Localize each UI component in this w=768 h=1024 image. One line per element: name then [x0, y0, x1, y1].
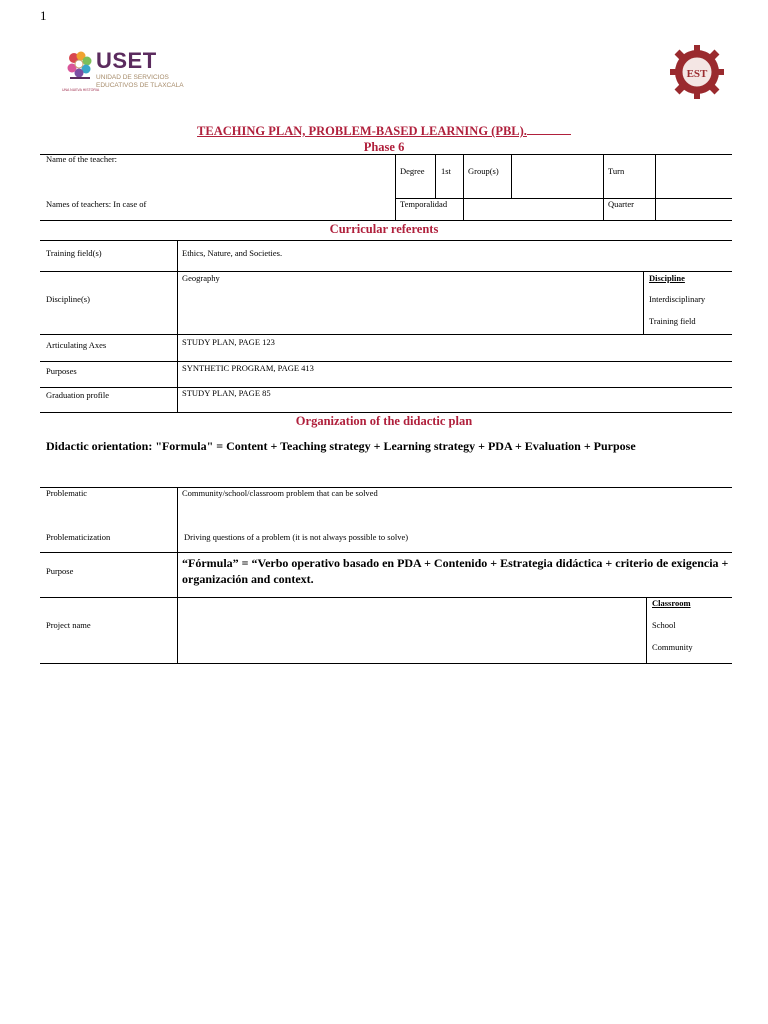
- svg-text:EST: EST: [686, 68, 708, 80]
- organization-heading: Organization of the didactic plan: [295, 414, 473, 428]
- purpose-formula: “Fórmula” = “Verbo operativo basado en PDA + Contenido + Estrategia didáctica + criterio de exigencia + organización and context.: [182, 556, 729, 586]
- discipline-value: Geography: [182, 273, 220, 283]
- page-title: TEACHING PLAN, PROBLEM-BASED LEARNING (PBL).: [0, 124, 768, 139]
- temporalidad-label: Temporalidad: [400, 199, 448, 209]
- purposes-value: SYNTHETIC PROGRAM, PAGE 413: [182, 363, 314, 373]
- training-field-value: Ethics, Nature, and Societies.: [182, 248, 283, 258]
- project-name-label: Project name: [46, 620, 91, 630]
- turn-label: Turn: [608, 166, 625, 176]
- problematic-value: Community/school/classroom problem that can be solved: [182, 488, 378, 498]
- page-number: 1: [40, 8, 47, 23]
- graduation-profile-value: STUDY PLAN, PAGE 85: [182, 388, 271, 398]
- project-option-school: School: [652, 620, 676, 630]
- phase-heading: Phase 6: [363, 140, 405, 154]
- teacher-name-label: Name of the teacher:: [46, 154, 118, 164]
- degree-label: Degree: [400, 166, 425, 176]
- problematicization-label: Problematicization: [46, 532, 111, 542]
- uset-logo-subtitle: UNIDAD DE SERVICIOS EDUCATIVOS DE TLAXCALA: [96, 74, 184, 89]
- purposes-label: Purposes: [46, 366, 77, 376]
- graduation-profile-label: Graduation profile: [46, 390, 110, 400]
- uset-logo-name: USET: [96, 48, 157, 73]
- degree-value: 1st: [441, 166, 451, 176]
- groups-label: Group(s): [468, 166, 499, 176]
- teachers-names-label: Names of teachers: In case of: [46, 199, 147, 209]
- axes-value: STUDY PLAN, PAGE 123: [182, 337, 275, 347]
- didactic-orientation: Didactic orientation: "Formula" = Content + Teaching strategy + Learning strategy + PDA + Evaluation + Purpose: [46, 439, 636, 453]
- project-option-community: Community: [652, 642, 693, 652]
- quarter-label: Quarter: [608, 199, 634, 209]
- training-field-label: Training field(s): [46, 248, 102, 258]
- axes-label: Articulating Axes: [46, 340, 107, 350]
- project-option-classroom: Classroom: [652, 598, 691, 608]
- discipline-option-interdisciplinary: Interdisciplinary: [649, 294, 706, 304]
- discipline-option-discipline: Discipline: [649, 273, 685, 283]
- problematic-label: Problematic: [46, 488, 88, 498]
- uset-logo-tagline: UNA NUEVA HISTORIA: [62, 88, 100, 92]
- curricular-heading: Curricular referents: [329, 222, 439, 236]
- school-seal-icon: [669, 44, 725, 100]
- purpose-label: Purpose: [46, 566, 74, 576]
- discipline-option-training-field: Training field: [649, 316, 696, 326]
- uset-logo: [62, 48, 192, 96]
- discipline-label: Discipline(s): [46, 294, 90, 304]
- problematicization-value: Driving questions of a problem (it is not always possible to solve): [184, 532, 409, 542]
